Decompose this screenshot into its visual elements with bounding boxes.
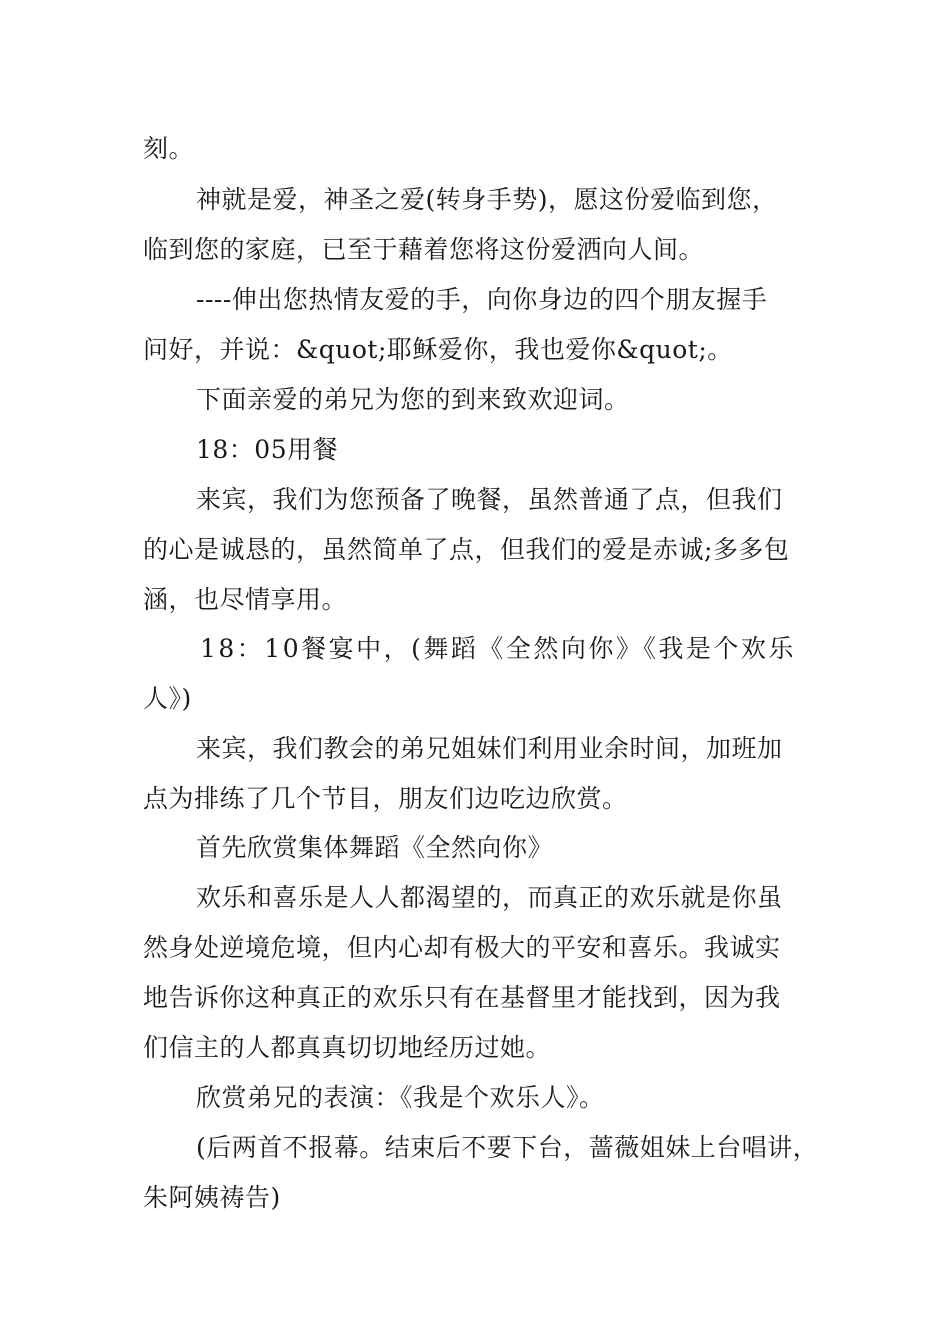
schedule-time-heading: 18：10餐宴中，(舞蹈《全然向你》《我是个欢乐 bbox=[200, 634, 796, 663]
paragraph-line: ----伸出您热情友爱的手，向你身边的四个朋友握手 bbox=[196, 285, 768, 314]
paragraph-line: 点为排练了几个节目，朋友们边吃边欣赏。 bbox=[143, 784, 628, 813]
paragraph-line: 们信主的人都真真切切地经历过她。 bbox=[143, 1033, 552, 1062]
paragraph-line: 地告诉你这种真正的欢乐只有在基督里才能找到，因为我 bbox=[143, 983, 781, 1012]
paragraph-line: 来宾，我们为您预备了晚餐，虽然普通了点，但我们 bbox=[196, 485, 783, 514]
schedule-time-heading: 18：05用餐 bbox=[196, 435, 339, 464]
paragraph-line: 然身处逆境危境，但内心却有极大的平安和喜乐。我诚实 bbox=[143, 933, 781, 962]
paragraph-line: 涵，也尽情享用。 bbox=[143, 585, 348, 614]
paragraph-line: 欣赏弟兄的表演：《我是个欢乐人》。 bbox=[196, 1083, 605, 1112]
paragraph-line: 首先欣赏集体舞蹈《全然向你》 bbox=[196, 833, 554, 862]
paragraph-line: 刻。 bbox=[143, 134, 195, 163]
paragraph-line: 神就是爱，神圣之爱(转身手势)，愿这份爱临到您， bbox=[196, 185, 778, 214]
paragraph-line: 下面亲爱的弟兄为您的到来致欢迎词。 bbox=[196, 385, 630, 414]
paragraph-line: 欢乐和喜乐是人人都渴望的，而真正的欢乐就是你虽 bbox=[196, 883, 783, 912]
paragraph-line: (后两首不报幕。结束后不要下台，蔷薇姐妹上台唱讲， bbox=[196, 1133, 819, 1162]
paragraph-line: 的心是诚恳的，虽然简单了点，但我们的爱是赤诚;多多包 bbox=[143, 535, 790, 564]
paragraph-line: 人》) bbox=[143, 684, 192, 713]
paragraph-line: 来宾，我们教会的弟兄姐妹们利用业余时间，加班加 bbox=[196, 734, 783, 763]
paragraph-line: 朱阿姨祷告) bbox=[143, 1183, 281, 1212]
paragraph-line: 临到您的家庭，已至于藉着您将这份爱洒向人间。 bbox=[143, 235, 705, 264]
paragraph-line: 问好，并说：&quot;耶稣爱你，我也爱你&quot;。 bbox=[143, 335, 733, 364]
